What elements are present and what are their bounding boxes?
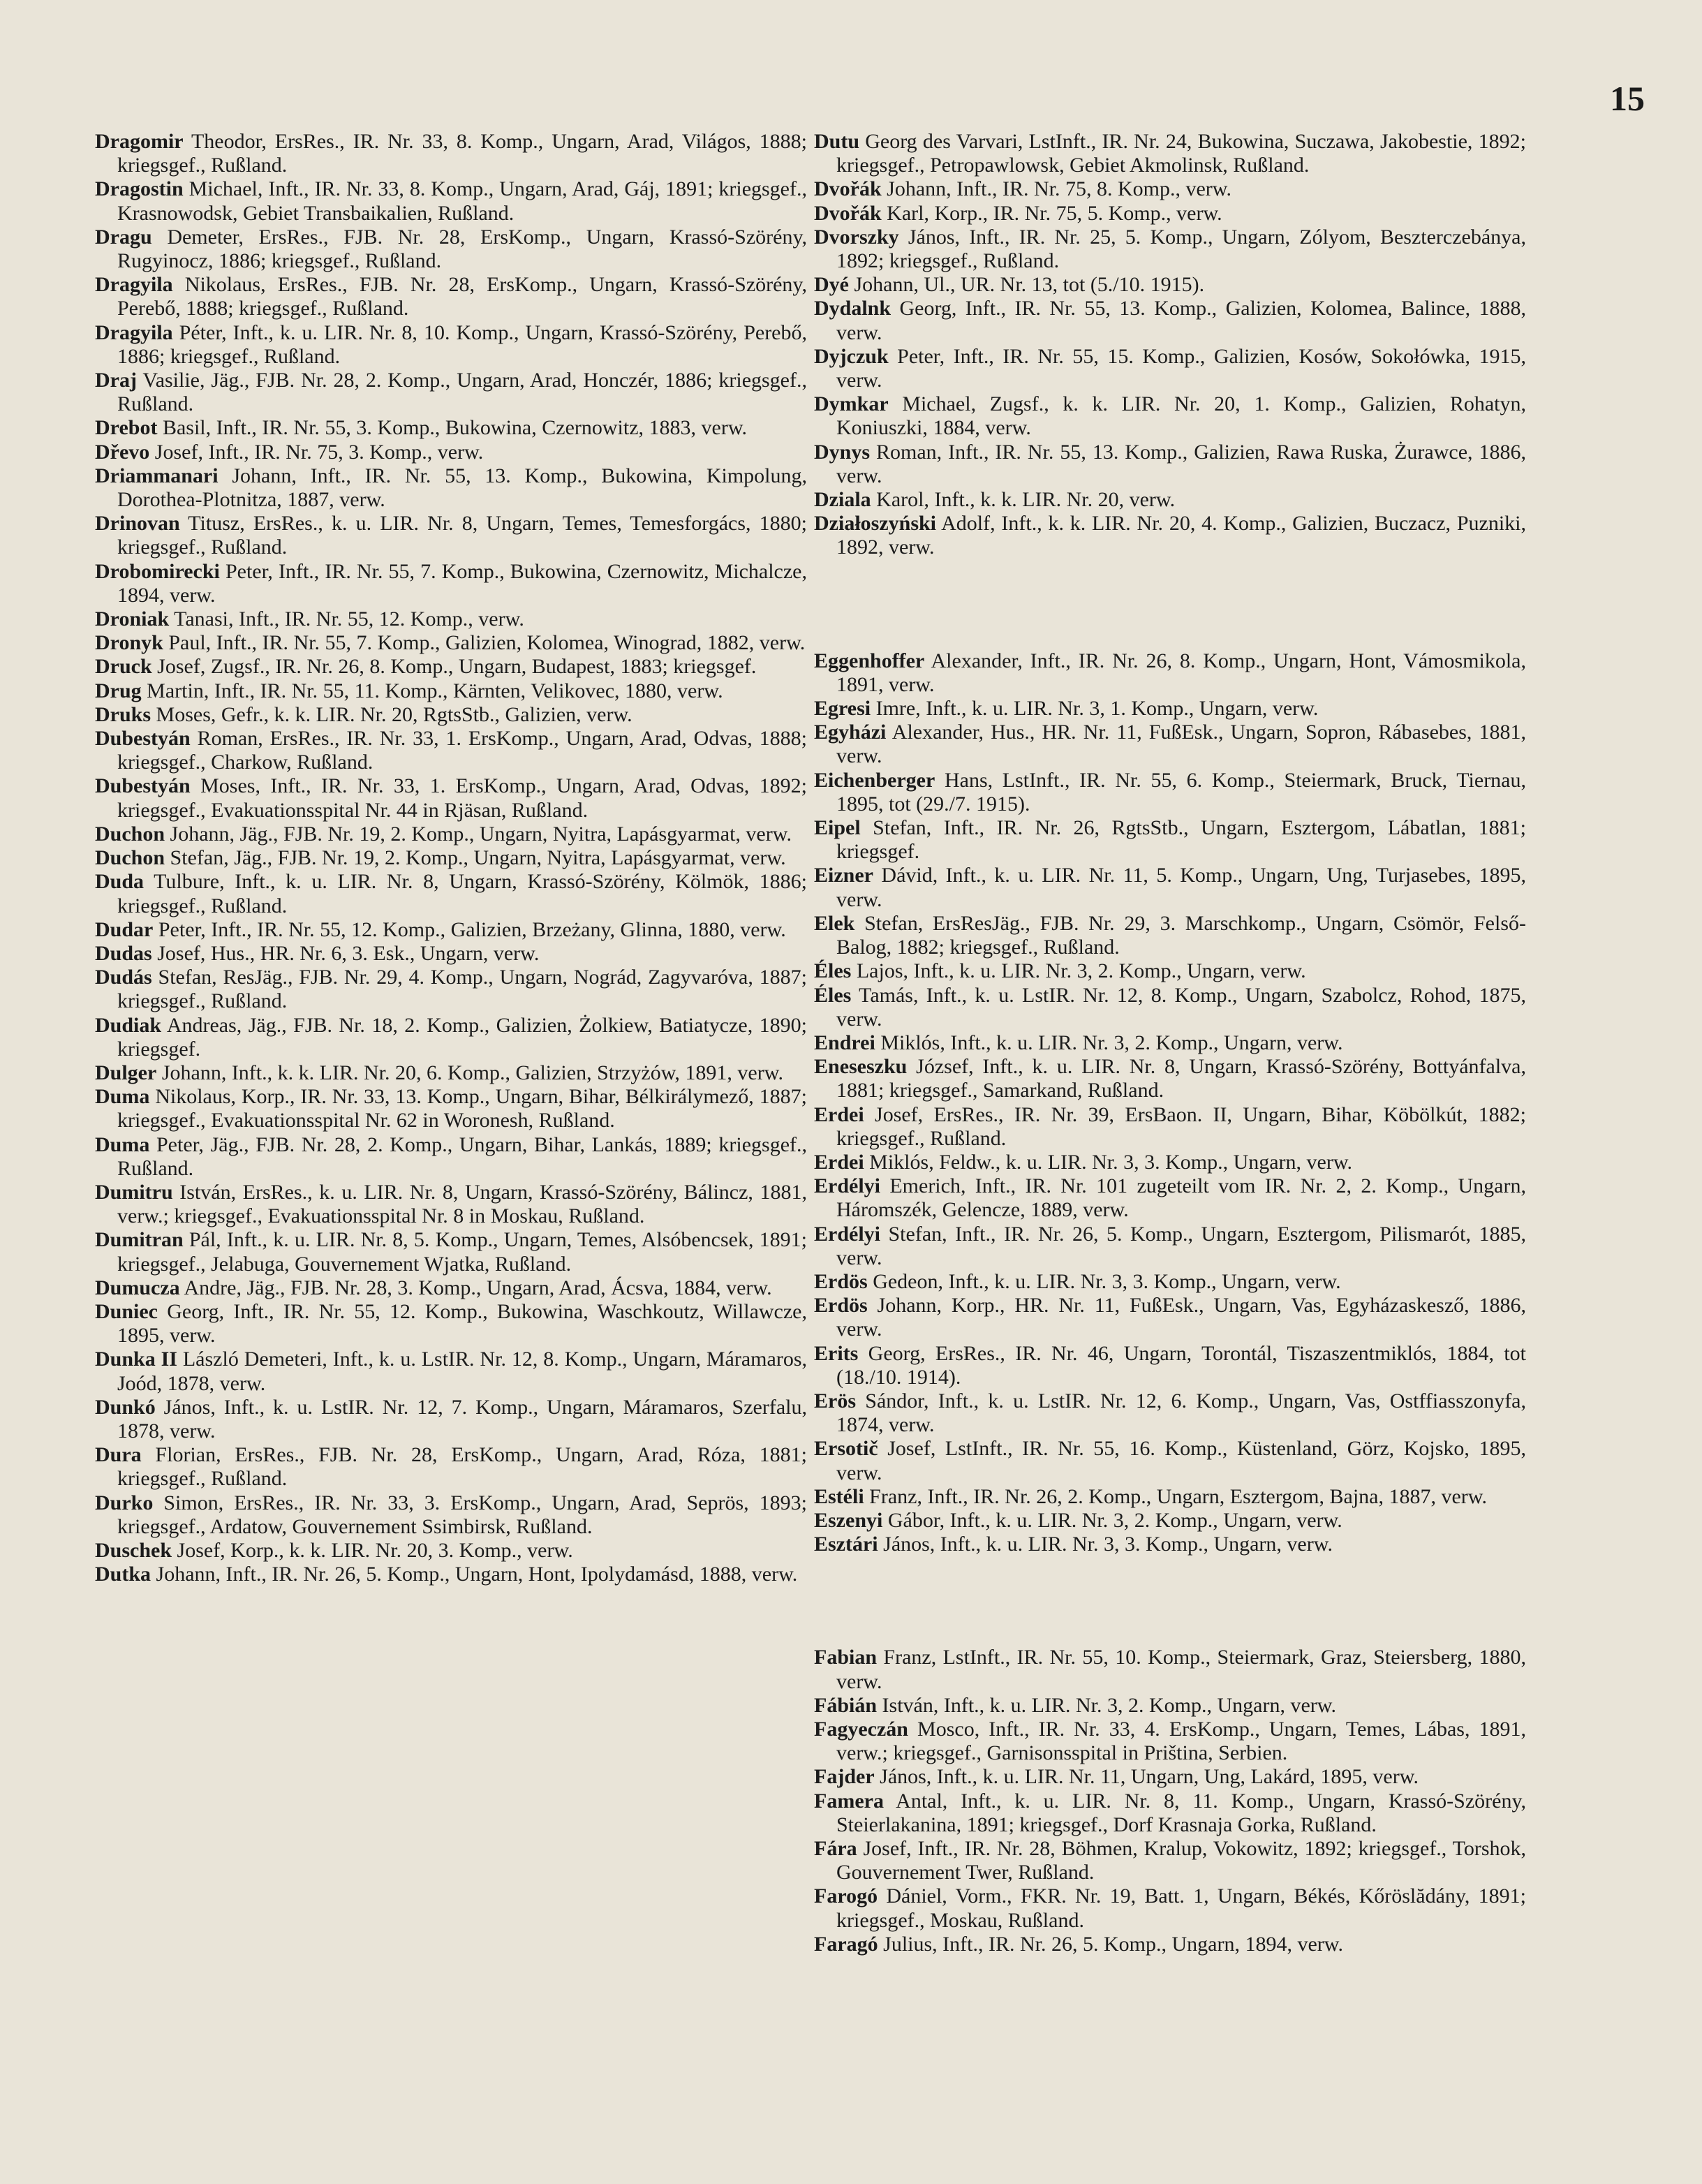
- entry-details: Nikolaus, Korp., IR. Nr. 33, 13. Komp., Ungarn, Bihar, Bélkirálymező, 1887; kriegsgef., Evakuationsspital Nr. 62 in Woronesh, Rußland.: [117, 1085, 807, 1132]
- register-entry: [95, 607, 807, 631]
- entry-surname: Draj: [95, 369, 137, 392]
- register-entry: [814, 816, 1526, 864]
- entry-details: Josef, Korp., k. k. LIR. Nr. 20, 3. Komp., verw.: [172, 1538, 573, 1562]
- register-entry: [814, 1718, 1526, 1765]
- entry-details: Alexander, Inft., IR. Nr. 26, 8. Komp., Ungarn, Hont, Vámosmikola, 1891, verw.: [836, 649, 1526, 696]
- entry-details: Emerich, Inft., IR. Nr. 101 zugeteilt vom IR. Nr. 2, 2. Komp., Ungarn, Háromszék, Gelencze, 1889, verw.: [836, 1174, 1526, 1222]
- register-entry: [95, 727, 807, 774]
- entry-details: Julius, Inft., IR. Nr. 26, 5. Komp., Ungarn, 1894, verw.: [878, 1932, 1343, 1956]
- register-entry: [814, 697, 1526, 721]
- entry-details: Georg, ErsRes., IR. Nr. 46, Ungarn, Torontál, Tiszaszentmiklós, 1884, tot (18./10. 1914).: [836, 1341, 1526, 1389]
- entry-details: István, Inft., k. u. LIR. Nr. 3, 2. Komp., Ungarn, verw.: [877, 1693, 1336, 1717]
- entry-details: Lajos, Inft., k. u. LIR. Nr. 3, 2. Komp., Ungarn, verw.: [851, 959, 1306, 983]
- entry-surname: Drebot: [95, 416, 158, 440]
- entry-surname: Dragu: [95, 225, 152, 249]
- entry-details: János, Inft., IR. Nr. 25, 5. Komp., Ungarn, Zólyom, Beszterczebánya, 1892; kriegsgef., Rußland.: [836, 225, 1526, 273]
- register-entry: [95, 416, 807, 440]
- register-entry: [95, 1133, 807, 1181]
- entry-details: Nikolaus, ErsRes., FJB. Nr. 28, ErsKomp., Ungarn, Krassó-Szörény, Perebő, 1888; kriegsgef., Rußland.: [117, 273, 807, 320]
- entry-surname: Działoszyński: [814, 512, 937, 536]
- entry-surname: Fagyeczán: [814, 1717, 908, 1741]
- entry-details: Gábor, Inft., k. u. LIR. Nr. 3, 2. Komp., Ungarn, verw.: [882, 1508, 1342, 1532]
- entry-surname: Druks: [95, 702, 151, 726]
- register-entry: [95, 655, 807, 679]
- entry-surname: Dragyila: [95, 273, 173, 297]
- entry-surname: Famera: [814, 1789, 884, 1813]
- entry-surname: Dymkar: [814, 392, 889, 416]
- entry-details: Stefan, Inft., IR. Nr. 26, RgtsStb., Ungarn, Esztergom, Lábatlan, 1881; kriegsgef.: [836, 816, 1526, 864]
- entry-details: Martin, Inft., IR. Nr. 55, 11. Komp., Kärnten, Velikovec, 1880, verw.: [141, 679, 723, 702]
- entry-surname: Druck: [95, 655, 152, 679]
- entry-details: Georg, Inft., IR. Nr. 55, 13. Komp., Galizien, Kolomea, Balince, 1888, verw.: [836, 297, 1526, 344]
- entry-surname: Dumitru: [95, 1180, 173, 1204]
- register-entry: [814, 984, 1526, 1031]
- entry-details: Antal, Inft., k. u. LIR. Nr. 8, 11. Komp., Ungarn, Krassó-Szörény, Steierlakanina, 1891; kriegsgef., Dorf Krasnaja Gorka, Rußland.: [836, 1789, 1526, 1836]
- entry-surname: Dumucza: [95, 1276, 180, 1299]
- register-entry: [95, 226, 807, 273]
- entry-surname: Dragostin: [95, 177, 184, 201]
- entry-details: László Demeteri, Inft., k. u. LstIR. Nr. 12, 8. Komp., Ungarn, Máramaros, Joód, 1878, verw.: [117, 1348, 807, 1395]
- register-entry: [814, 202, 1526, 226]
- entry-details: Johann, Korp., HR. Nr. 11, FußEsk., Ungarn, Vas, Egyházaskesző, 1886, verw.: [836, 1294, 1526, 1341]
- register-entry: [814, 721, 1526, 768]
- register-entry: [814, 345, 1526, 392]
- register-entry: [814, 1646, 1526, 1693]
- entry-details: Franz, Inft., IR. Nr. 26, 2. Komp., Ungarn, Esztergom, Bajna, 1887, verw.: [864, 1484, 1488, 1508]
- register-entry: [814, 1031, 1526, 1055]
- entry-surname: Dudiak: [95, 1013, 162, 1037]
- entry-surname: Duniec: [95, 1299, 158, 1323]
- entry-surname: Dronyk: [95, 631, 163, 655]
- entry-details: Basil, Inft., IR. Nr. 55, 3. Komp., Bukowina, Czernowitz, 1883, verw.: [157, 416, 748, 440]
- entry-details: Dániel, Vorm., FKR. Nr. 19, Batt. 1, Ungarn, Békés, Kőröslădány, 1891; kriegsgef., Moskau, Rußland.: [836, 1884, 1526, 1932]
- entry-surname: Egyházi: [814, 721, 887, 744]
- entry-surname: Droniak: [95, 607, 170, 631]
- entry-details: Stefan, Inft., IR. Nr. 26, 5. Komp., Ungarn, Esztergom, Pilismarót, 1885, verw.: [836, 1222, 1526, 1269]
- register-entry: [814, 1174, 1526, 1222]
- entry-details: Roman, ErsRes., IR. Nr. 33, 1. ErsKomp., Ungarn, Arad, Odvas, 1888; kriegsgef., Charkow, Rußland.: [117, 727, 807, 774]
- left-column: [95, 130, 807, 1586]
- entry-surname: Éles: [814, 959, 852, 983]
- register-entry: [95, 1181, 807, 1228]
- register-entry: [814, 1485, 1526, 1509]
- entry-details: Josef, Inft., IR. Nr. 75, 3. Komp., verw.: [149, 440, 484, 464]
- register-entry: [95, 1491, 807, 1539]
- section-gap: [814, 560, 1526, 649]
- entry-surname: Dudás: [95, 966, 152, 989]
- register-entry: [95, 1348, 807, 1395]
- entry-details: Hans, LstInft., IR. Nr. 55, 6. Komp., Steiermark, Bruck, Tiernau, 1895, tot (29./7. 1915).: [836, 768, 1526, 816]
- entry-surname: Eszenyi: [814, 1508, 883, 1532]
- entry-details: Simon, ErsRes., IR. Nr. 33, 3. ErsKomp., Ungarn, Arad, Seprös, 1893; kriegsgef., Ardatow, Gouvernement Ssimbirsk, Rußland.: [117, 1491, 807, 1538]
- section-f: [814, 1646, 1526, 1956]
- register-entry: [814, 1884, 1526, 1932]
- register-entry: [814, 488, 1526, 512]
- register-entry: [814, 297, 1526, 344]
- register-entry: [814, 649, 1526, 697]
- register-entry: [95, 966, 807, 1013]
- entry-surname: Fára: [814, 1837, 857, 1860]
- page-number: 15: [1610, 79, 1645, 118]
- entry-surname: Erdei: [814, 1150, 864, 1174]
- entry-details: Stefan, ResJäg., FJB. Nr. 29, 4. Komp., Ungarn, Nográd, Zagyvaróva, 1887; kriegsgef., Rußland.: [117, 966, 807, 1013]
- entry-surname: Dragyila: [95, 320, 173, 344]
- register-entry: [814, 130, 1526, 177]
- entry-details: Johann, Inft., IR. Nr. 55, 13. Komp., Bukowina, Kimpolung, Dorothea-Plotnitza, 1887, verw.: [117, 464, 807, 512]
- register-entry: [95, 822, 807, 846]
- entry-surname: Dyjczuk: [814, 344, 889, 368]
- entry-details: Vasilie, Jäg., FJB. Nr. 28, 2. Komp., Ungarn, Arad, Honczér, 1886; kriegsgef., Rußland.: [117, 369, 807, 416]
- entry-surname: Éles: [814, 983, 852, 1007]
- entry-surname: Dunka II: [95, 1348, 177, 1371]
- register-entry: [95, 631, 807, 655]
- entry-details: Peter, Inft., IR. Nr. 55, 12. Komp., Galizien, Brzeżany, Glinna, 1880, verw.: [153, 917, 786, 941]
- entry-surname: Erös: [814, 1389, 856, 1412]
- register-entry: [95, 130, 807, 177]
- entry-details: Georg, Inft., IR. Nr. 55, 12. Komp., Bukowina, Waschkoutz, Willawcze, 1895, verw.: [117, 1299, 807, 1348]
- entry-surname: Duchon: [95, 822, 165, 846]
- entry-surname: Drug: [95, 679, 142, 702]
- register-entry: [814, 864, 1526, 911]
- entry-surname: Dumitran: [95, 1228, 184, 1252]
- entry-details: Stefan, ErsResJäg., FJB. Nr. 29, 3. Marschkomp., Ungarn, Csömör, Felső-Balog, 1882; kriegsgef., Rußland.: [836, 911, 1526, 959]
- section-d: [814, 130, 1526, 560]
- entry-surname: Drobomirecki: [95, 559, 220, 583]
- register-entry: [95, 942, 807, 966]
- register-entry: [95, 774, 807, 822]
- register-entry: [95, 846, 807, 870]
- entry-surname: Estéli: [814, 1484, 864, 1508]
- entry-details: Theodor, ErsRes., IR. Nr. 33, 8. Komp., Ungarn, Arad, Világos, 1888; kriegsgef., Rußland.: [117, 130, 807, 177]
- entry-surname: Endrei: [814, 1031, 875, 1054]
- entry-details: Paul, Inft., IR. Nr. 55, 7. Komp., Galizien, Kolomea, Winograd, 1882, verw.: [163, 631, 806, 655]
- entry-surname: Duchon: [95, 846, 165, 870]
- entry-surname: Dutka: [95, 1563, 151, 1586]
- entry-details: Adolf, Inft., k. k. LIR. Nr. 20, 4. Komp., Galizien, Buczacz, Puzniki, 1892, verw.: [836, 512, 1526, 559]
- entry-surname: Esztári: [814, 1533, 878, 1556]
- section-gap: [814, 1556, 1526, 1646]
- entry-surname: Erdei: [814, 1102, 864, 1126]
- entry-details: Michael, Zugsf., k. k. LIR. Nr. 20, 1. Komp., Galizien, Rohatyn, Koniuszki, 1884, verw.: [836, 392, 1526, 440]
- entry-surname: Drinovan: [95, 512, 180, 536]
- register-entry: [95, 273, 807, 320]
- section-e: [814, 649, 1526, 1557]
- entry-details: Imre, Inft., k. u. LIR. Nr. 3, 1. Komp., Ungarn, verw.: [871, 697, 1319, 721]
- register-entry: [95, 1014, 807, 1061]
- register-entry: [814, 1103, 1526, 1151]
- register-entry: [95, 1396, 807, 1443]
- entry-details: Peter, Inft., IR. Nr. 55, 7. Komp., Bukowina, Czernowitz, Michalcze, 1894, verw.: [117, 559, 807, 607]
- entry-details: Roman, Inft., IR. Nr. 55, 13. Komp., Galizien, Rawa Ruska, Żurawce, 1886, verw.: [836, 440, 1526, 487]
- entry-surname: Duda: [95, 870, 145, 894]
- register-entry: [814, 226, 1526, 273]
- entry-details: Stefan, Jäg., FJB. Nr. 19, 2. Komp., Ungarn, Nyitra, Lapásgyarmat, verw.: [165, 846, 786, 870]
- register-entry: [814, 1151, 1526, 1174]
- entry-surname: Dura: [95, 1443, 142, 1467]
- register-entry: [814, 441, 1526, 488]
- register-entry: [95, 1300, 807, 1348]
- entry-surname: Erdélyi: [814, 1222, 880, 1246]
- entry-details: József, Inft., k. u. LIR. Nr. 8, Ungarn, Krassó-Szörény, Bottyánfalva, 1881; kriegsgef., Samarkand, Rußland.: [836, 1055, 1526, 1102]
- entry-details: Dávid, Inft., k. u. LIR. Nr. 11, 5. Komp., Ungarn, Ung, Turjasebes, 1895, verw.: [836, 864, 1526, 911]
- entry-surname: Elek: [814, 911, 855, 935]
- entry-surname: Eichenberger: [814, 768, 935, 792]
- entry-details: János, Inft., k. u. LstIR. Nr. 12, 7. Komp., Ungarn, Máramaros, Szerfalu, 1878, verw.: [117, 1395, 807, 1443]
- entry-surname: Fajder: [814, 1765, 875, 1789]
- register-entry: [95, 441, 807, 464]
- entry-surname: Dubestyán: [95, 727, 191, 751]
- entry-details: Pál, Inft., k. u. LIR. Nr. 8, 5. Komp., Ungarn, Temes, Alsóbencsek, 1891; kriegsgef., Jelabuga, Gouvernement Wjatka, Rußland.: [117, 1228, 807, 1276]
- entry-details: István, ErsRes., k. u. LIR. Nr. 8, Ungarn, Krassó-Szörény, Bálincz, 1881, verw.; kriegsgef., Evakuationsspital Nr. 8 in Moskau, Rußland.: [117, 1180, 807, 1228]
- entry-details: Tanasi, Inft., IR. Nr. 55, 12. Komp., verw.: [169, 607, 524, 631]
- entry-details: Georg des Varvari, LstInft., IR. Nr. 24, Bukowina, Suczawa, Jakobestie, 1892; kriegsgef., Petropawlowsk, Gebiet Akmolinsk, Rußland.: [836, 130, 1526, 177]
- entry-surname: Erdös: [814, 1294, 868, 1318]
- entry-surname: Erdélyi: [814, 1174, 880, 1198]
- entry-details: János, Inft., k. u. LIR. Nr. 3, 3. Komp., Ungarn, verw.: [878, 1533, 1333, 1556]
- register-entry: [814, 1389, 1526, 1437]
- entry-surname: Dudas: [95, 941, 152, 965]
- register-entry: [814, 1790, 1526, 1837]
- entry-details: Josef, ErsRes., IR. Nr. 39, ErsBaon. II, Ungarn, Bihar, Köbölkút, 1882; kriegsgef., Rußland.: [836, 1102, 1526, 1150]
- register-entry: [95, 560, 807, 607]
- register-entry: [814, 1437, 1526, 1484]
- register-entry: [814, 1533, 1526, 1556]
- register-entry: [95, 1563, 807, 1586]
- entry-surname: Dyé: [814, 273, 849, 297]
- entry-surname: Dziala: [814, 488, 871, 512]
- entry-details: Karl, Korp., IR. Nr. 75, 5. Komp., verw.: [881, 201, 1222, 225]
- entry-surname: Faragó: [814, 1932, 878, 1956]
- register-entry: [95, 1539, 807, 1563]
- entry-details: Johann, Inft., IR. Nr. 75, 8. Komp., verw.: [881, 177, 1231, 201]
- entry-surname: Dudar: [95, 917, 154, 941]
- entry-surname: Dvorszky: [814, 225, 899, 249]
- entry-surname: Dubestyán: [95, 774, 191, 798]
- register-entry: [95, 870, 807, 917]
- entry-details: Miklós, Inft., k. u. LIR. Nr. 3, 2. Komp., Ungarn, verw.: [875, 1031, 1343, 1054]
- entry-details: Josef, Hus., HR. Nr. 6, 3. Esk., Ungarn, verw.: [151, 941, 540, 965]
- entry-surname: Farogó: [814, 1884, 878, 1908]
- register-entry: [814, 177, 1526, 201]
- register-entry: [95, 177, 807, 225]
- register-entry: [95, 321, 807, 369]
- register-entry: [814, 273, 1526, 297]
- entry-surname: Dunkó: [95, 1395, 156, 1419]
- entry-details: Tulbure, Inft., k. u. LIR. Nr. 8, Ungarn, Krassó-Szörény, Kölmök, 1886; kriegsgef., Rußland.: [117, 870, 807, 917]
- entry-details: Andre, Jäg., FJB. Nr. 28, 3. Komp., Ungarn, Arad, Ácsva, 1884, verw.: [179, 1276, 772, 1299]
- entry-surname: Dvořák: [814, 177, 882, 201]
- register-entry: [814, 912, 1526, 959]
- entry-details: Johann, Inft., k. k. LIR. Nr. 20, 6. Komp., Galizien, Strzyżów, 1891, verw.: [156, 1061, 783, 1084]
- register-entry: [95, 1276, 807, 1300]
- entry-surname: Dulger: [95, 1061, 157, 1084]
- entry-details: Miklós, Feldw., k. u. LIR. Nr. 3, 3. Komp., Ungarn, verw.: [864, 1150, 1353, 1174]
- register-entry: [95, 1443, 807, 1491]
- entry-details: Johann, Ul., UR. Nr. 13, tot (5./10. 1915).: [848, 273, 1205, 297]
- entry-surname: Erits: [814, 1341, 859, 1365]
- entry-details: Karol, Inft., k. k. LIR. Nr. 20, verw.: [871, 488, 1176, 512]
- entry-surname: Dutu: [814, 130, 860, 153]
- entry-details: Johann, Jäg., FJB. Nr. 19, 2. Komp., Ungarn, Nyitra, Lapásgyarmat, verw.: [165, 822, 792, 846]
- entry-surname: Duschek: [95, 1538, 172, 1562]
- register-entry: [814, 1509, 1526, 1533]
- entry-surname: Durko: [95, 1491, 154, 1514]
- entry-details: Peter, Inft., IR. Nr. 55, 15. Komp., Galizien, Kosów, Sokołówka, 1915, verw.: [836, 344, 1526, 392]
- entry-details: Michael, Inft., IR. Nr. 33, 8. Komp., Ungarn, Arad, Gáj, 1891; kriegsgef., Krasnowodsk, Gebiet Transbaikalien, Rußland.: [117, 177, 807, 225]
- entry-details: Josef, Inft., IR. Nr. 28, Böhmen, Kralup, Vokowitz, 1892; kriegsgef., Torshok, Gouvernement Twer, Rußland.: [836, 1837, 1526, 1884]
- register-entry: [95, 679, 807, 703]
- entry-details: Andreas, Jäg., FJB. Nr. 18, 2. Komp., Galizien, Żolkiew, Batiatycze, 1890; kriegsgef.: [117, 1013, 807, 1061]
- entry-surname: Eipel: [814, 816, 861, 840]
- entry-surname: Fabian: [814, 1646, 878, 1669]
- register-entry: [95, 512, 807, 559]
- entry-surname: Erdös: [814, 1269, 868, 1293]
- entry-surname: Eizner: [814, 864, 873, 887]
- register-entry: [95, 703, 807, 727]
- entry-details: Florian, ErsRes., FJB. Nr. 28, ErsKomp., Ungarn, Arad, Róza, 1881; kriegsgef., Rußland.: [117, 1443, 807, 1491]
- entry-surname: Duma: [95, 1085, 150, 1109]
- entry-details: Josef, LstInft., IR. Nr. 55, 16. Komp., Küstenland, Görz, Kojsko, 1895, verw.: [836, 1437, 1526, 1484]
- register-entry: [814, 392, 1526, 440]
- entry-surname: Dynys: [814, 440, 871, 464]
- entry-details: Gedeon, Inft., k. u. LIR. Nr. 3, 3. Komp., Ungarn, verw.: [867, 1269, 1341, 1293]
- entry-surname: Dvořák: [814, 201, 882, 225]
- register-entry: [95, 464, 807, 512]
- entry-details: Titusz, ErsRes., k. u. LIR. Nr. 8, Ungarn, Temes, Temesforgács, 1880; kriegsgef., Rußland.: [117, 512, 807, 559]
- entry-details: János, Inft., k. u. LIR. Nr. 11, Ungarn, Ung, Lakárd, 1895, verw.: [874, 1765, 1419, 1789]
- entry-details: Sándor, Inft., k. u. LstIR. Nr. 12, 6. Komp., Ungarn, Vas, Ostffiasszonyfa, 1874, verw.: [836, 1389, 1526, 1437]
- register-entry: [814, 1294, 1526, 1341]
- entry-details: Josef, Zugsf., IR. Nr. 26, 8. Komp., Ungarn, Budapest, 1883; kriegsgef.: [151, 655, 757, 679]
- entry-surname: Driammanari: [95, 464, 219, 487]
- entry-surname: Egresi: [814, 697, 871, 721]
- register-entry: [814, 1223, 1526, 1270]
- register-entry: [95, 1228, 807, 1276]
- entry-details: Moses, Inft., IR. Nr. 33, 1. ErsKomp., Ungarn, Arad, Odvas, 1892; kriegsgef., Evakuationsspital Nr. 44 in Rjäsan, Rußland.: [117, 774, 807, 822]
- entry-surname: Dragomir: [95, 130, 184, 153]
- register-entry: [814, 769, 1526, 816]
- entry-surname: Fábián: [814, 1693, 878, 1717]
- entry-details: Johann, Inft., IR. Nr. 26, 5. Komp., Ungarn, Hont, Ipolydamásd, 1888, verw.: [151, 1563, 798, 1586]
- register-entry: [814, 1765, 1526, 1789]
- register-entry: [95, 918, 807, 942]
- register-entry: [814, 1055, 1526, 1102]
- entry-details: Tamás, Inft., k. u. LstIR. Nr. 12, 8. Komp., Ungarn, Szabolcz, Rohod, 1875, verw.: [836, 983, 1526, 1031]
- entry-details: Demeter, ErsRes., FJB. Nr. 28, ErsKomp., Ungarn, Krassó-Szörény, Rugyinocz, 1886; kriegsgef., Rußland.: [117, 225, 807, 273]
- entry-surname: Eneseszku: [814, 1055, 908, 1079]
- register-entry: [814, 1933, 1526, 1956]
- register-entry: [95, 1085, 807, 1132]
- entry-surname: Eggenhoffer: [814, 649, 925, 672]
- register-entry: [814, 1342, 1526, 1389]
- entry-surname: Ersotič: [814, 1437, 878, 1461]
- register-entry: [814, 512, 1526, 559]
- right-column: [814, 130, 1526, 1956]
- entry-surname: Dřevo: [95, 440, 150, 464]
- entry-details: Franz, LstInft., IR. Nr. 55, 10. Komp., Steiermark, Graz, Steiersberg, 1880, verw.: [836, 1646, 1526, 1693]
- register-entry: [814, 1837, 1526, 1884]
- entry-details: Mosco, Inft., IR. Nr. 33, 4. ErsKomp., Ungarn, Temes, Lábas, 1891, verw.; kriegsgef., Garnisonsspital in Priština, Serbien.: [836, 1717, 1526, 1765]
- register-entry: [95, 1061, 807, 1085]
- entry-details: Moses, Gefr., k. k. LIR. Nr. 20, RgtsStb., Galizien, verw.: [151, 702, 632, 726]
- register-entry: [814, 1270, 1526, 1294]
- register-entry: [814, 1694, 1526, 1718]
- entry-details: Peter, Jäg., FJB. Nr. 28, 2. Komp., Ungarn, Bihar, Lankás, 1889; kriegsgef., Rußland.: [117, 1132, 807, 1180]
- entry-surname: Dydalnk: [814, 297, 891, 320]
- entry-details: Péter, Inft., k. u. LIR. Nr. 8, 10. Komp., Ungarn, Krassó-Szörény, Perebő, 1886; kriegsgef., Rußland.: [117, 320, 807, 368]
- entry-details: Alexander, Hus., HR. Nr. 11, FußEsk., Ungarn, Sopron, Rábasebes, 1881, verw.: [836, 721, 1526, 768]
- entry-surname: Duma: [95, 1132, 150, 1156]
- register-entry: [814, 959, 1526, 983]
- register-entry: [95, 369, 807, 416]
